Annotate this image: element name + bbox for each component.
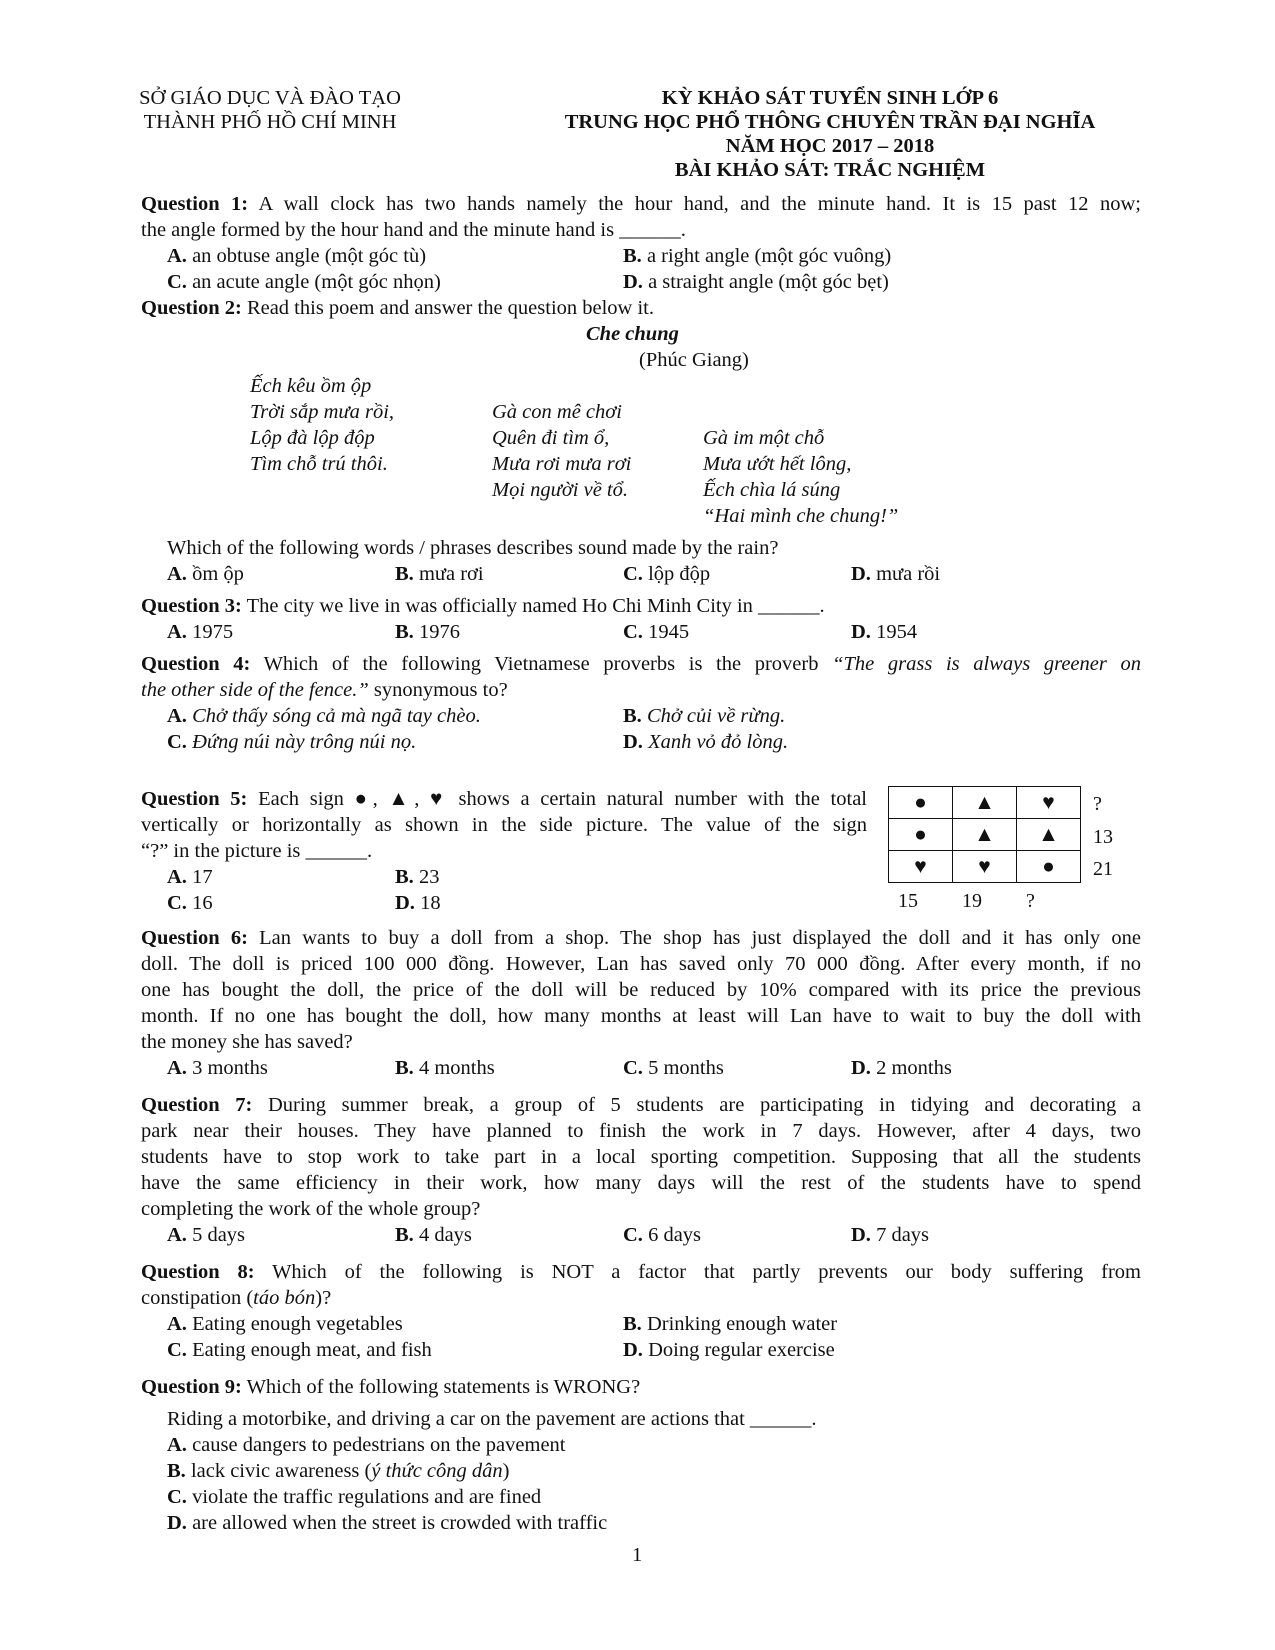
q3-option-a[interactable]: A. 1975 xyxy=(167,621,234,643)
q4-line2: the other side of the fence.” synonymous to? xyxy=(141,679,508,701)
q3-line1: Question 3: The city we live in was officially named Ho Chi Minh City in ______. xyxy=(141,595,825,617)
q1-option-c[interactable]: C. an acute angle (một góc nhọn) xyxy=(167,271,441,293)
grid-row xyxy=(889,819,1081,851)
poem-col1-line2: Trời sắp mưa rồi, xyxy=(250,401,395,423)
row-total-3: 21 xyxy=(1093,858,1113,880)
q9-option-c[interactable]: C. violate the traffic regulations and are fined xyxy=(167,1486,542,1508)
q6-line4: month. If no one has bought the doll, how many months at least will Lan have to wait to buy the doll with xyxy=(141,1005,1141,1027)
header-left xyxy=(120,86,420,134)
q9-option-b[interactable]: B. lack civic awareness (ý thức công dân) xyxy=(167,1460,510,1482)
grid-cell: ♥ xyxy=(1017,787,1081,819)
q8-line1: Question 8: Which of the following is NOT a factor that partly prevents our body suffering from xyxy=(141,1261,1141,1283)
q7-line1: Question 7: During summer break, a group of 5 students are participating in tidying and decorating a xyxy=(141,1094,1141,1116)
grid-cell: ● xyxy=(889,787,953,819)
poem-col3-line1: Gà im một chỗ xyxy=(703,427,825,449)
q5-option-b[interactable]: B. 23 xyxy=(395,866,440,888)
q4-option-c[interactable]: C. Đứng núi này trông núi nọ. xyxy=(167,731,417,753)
q5-line2: vertically or horizontally as shown in the side picture. The value of the sign xyxy=(141,814,867,836)
department-name: SỞ GIÁO DỤC VÀ ĐÀO TẠO xyxy=(139,87,401,109)
test-type: BÀI KHẢO SÁT: TRẮC NGHIỆM xyxy=(674,159,986,181)
q5-option-d[interactable]: D. 18 xyxy=(395,892,441,914)
q5-line3: “?” in the picture is ______. xyxy=(141,840,373,862)
poem-col1-line1: Ếch kêu ồm ộp xyxy=(250,375,372,397)
q7-option-c[interactable]: C. 6 days xyxy=(623,1224,702,1246)
q5-option-a[interactable]: A. 17 xyxy=(167,866,213,888)
col-total-3: ? xyxy=(1026,890,1035,912)
q1-line2: the angle formed by the hour hand and the minute hand is ______. xyxy=(141,219,686,241)
q8-option-c[interactable]: C. Eating enough meat, and fish xyxy=(167,1339,432,1361)
q6-line2: doll. The doll is priced 100 000 đồng. However, Lan has saved only 70 000 đồng. After every month, if no xyxy=(141,953,1141,975)
row-total-1: ? xyxy=(1093,793,1102,815)
q4-option-b[interactable]: B. Chở củi về rừng. xyxy=(623,705,786,727)
col-total-1: 15 xyxy=(898,890,918,912)
poem-col2-line3: Mưa rơi mưa rơi xyxy=(492,453,632,475)
q2-option-d[interactable]: D. mưa rồi xyxy=(851,563,941,585)
page-number: 1 xyxy=(632,1544,643,1566)
q6-option-c[interactable]: C. 5 months xyxy=(623,1057,724,1079)
q2-option-b[interactable]: B. mưa rơi xyxy=(395,563,484,585)
grid-row xyxy=(889,851,1081,883)
col-total-2: 19 xyxy=(962,890,982,912)
q9-option-a[interactable]: A. cause dangers to pedestrians on the pavement xyxy=(167,1434,566,1456)
poem-author: (Phúc Giang) xyxy=(639,349,749,371)
q7-option-d[interactable]: D. 7 days xyxy=(851,1224,930,1246)
q7-line5: completing the work of the whole group? xyxy=(141,1198,481,1220)
q1-line1: Question 1: A wall clock has two hands namely the hour hand, and the minute hand. It is 15 past 12 now; xyxy=(141,193,1141,215)
poem-col2-line2: Quên đi tìm ổ, xyxy=(492,427,610,449)
poem-col3-line3: Ếch chìa lá súng xyxy=(703,479,841,501)
q8-option-d[interactable]: D. Doing regular exercise xyxy=(623,1339,835,1361)
q9-option-d[interactable]: D. are allowed when the street is crowded with traffic xyxy=(167,1512,608,1534)
poem-col1-line4: Tìm chỗ trú thôi. xyxy=(250,453,388,475)
symbol-grid xyxy=(888,786,1081,883)
q7-line3: students have to stop work to take part in a local sporting competition. Supposing that all the students xyxy=(141,1146,1141,1168)
q1-option-b[interactable]: B. a right angle (một góc vuông) xyxy=(623,245,892,267)
q8-option-a[interactable]: A. Eating enough vegetables xyxy=(167,1313,403,1335)
grid-cell: ♥ xyxy=(953,851,1017,883)
q2-line1: Question 2: Read this poem and answer the question below it. xyxy=(141,297,655,319)
q4-line1: Question 4: Which of the following Vietnamese proverbs is the proverb “The grass is always greener on xyxy=(141,653,1141,675)
q6-option-d[interactable]: D. 2 months xyxy=(851,1057,952,1079)
grid-cell: ▲ xyxy=(1017,819,1081,851)
q1-option-a[interactable]: A. an obtuse angle (một góc tù) xyxy=(167,245,427,267)
q2-question: Which of the following words / phrases describes sound made by the rain? xyxy=(167,537,779,559)
grid-row xyxy=(889,787,1081,819)
q2-option-c[interactable]: C. lộp độp xyxy=(623,563,711,585)
grid-cell: ▲ xyxy=(953,819,1017,851)
q6-line1: Question 6: Lan wants to buy a doll from a shop. The shop has just displayed the doll and it has only one xyxy=(141,927,1141,949)
poem-col2-line4: Mọi người về tổ. xyxy=(492,479,628,501)
q1-option-d[interactable]: D. a straight angle (một góc bẹt) xyxy=(623,271,889,293)
grid-cell: ▲ xyxy=(953,787,1017,819)
q7-option-b[interactable]: B. 4 days xyxy=(395,1224,472,1246)
school-name: TRUNG HỌC PHỔ THÔNG CHUYÊN TRẦN ĐẠI NGHĨA xyxy=(564,111,1096,133)
q9-line1: Question 9: Which of the following statements is WRONG? xyxy=(141,1376,641,1398)
q8-option-b[interactable]: B. Drinking enough water xyxy=(623,1313,838,1335)
q8-line2: constipation (táo bón)? xyxy=(141,1287,332,1309)
poem-title: Che chung xyxy=(586,323,679,345)
grid-cell: ● xyxy=(1017,851,1081,883)
q7-option-a[interactable]: A. 5 days xyxy=(167,1224,246,1246)
q6-option-b[interactable]: B. 4 months xyxy=(395,1057,495,1079)
q9-stem: Riding a motorbike, and driving a car on the pavement are actions that ______. xyxy=(167,1408,817,1430)
header-right xyxy=(530,86,1130,182)
q7-line2: park near their houses. They have planned to finish the work in 7 days. However, after 4 days, two xyxy=(141,1120,1141,1142)
q6-option-a[interactable]: A. 3 months xyxy=(167,1057,268,1079)
poem-col3-line2: Mưa ướt hết lông, xyxy=(703,453,852,475)
q5-line1: Question 5: Each sign ●, ▲, ♥ shows a certain natural number with the total xyxy=(141,788,867,810)
exam-title: KỲ KHẢO SÁT TUYỂN SINH LỚP 6 xyxy=(661,87,999,109)
q6-line5: the money she has saved? xyxy=(141,1031,353,1053)
q4-option-d[interactable]: D. Xanh vỏ đỏ lòng. xyxy=(623,731,789,753)
school-year: NĂM HỌC 2017 – 2018 xyxy=(725,135,935,157)
city-name: THÀNH PHỐ HỒ CHÍ MINH xyxy=(143,111,397,133)
poem-col2-line1: Gà con mê chơi xyxy=(492,401,622,423)
row-total-2: 13 xyxy=(1093,826,1113,848)
q3-option-b[interactable]: B. 1976 xyxy=(395,621,460,643)
q2-option-a[interactable]: A. ồm ộp xyxy=(167,563,244,585)
q3-option-c[interactable]: C. 1945 xyxy=(623,621,690,643)
q6-line3: one has bought the doll, the price of the doll will be reduced by 10% compared with its price the previous xyxy=(141,979,1141,1001)
poem-col3-line4: “Hai mình che chung!” xyxy=(703,505,899,527)
q3-option-d[interactable]: D. 1954 xyxy=(851,621,918,643)
poem-col1-line3: Lộp đà lộp độp xyxy=(250,427,375,449)
grid-cell: ♥ xyxy=(889,851,953,883)
q5-option-c[interactable]: C. 16 xyxy=(167,892,213,914)
q4-option-a[interactable]: A. Chở thấy sóng cả mà ngã tay chèo. xyxy=(167,705,481,727)
q7-line4: have the same efficiency in their work, how many days will the rest of the students have to spend xyxy=(141,1172,1141,1194)
grid-cell: ● xyxy=(889,819,953,851)
